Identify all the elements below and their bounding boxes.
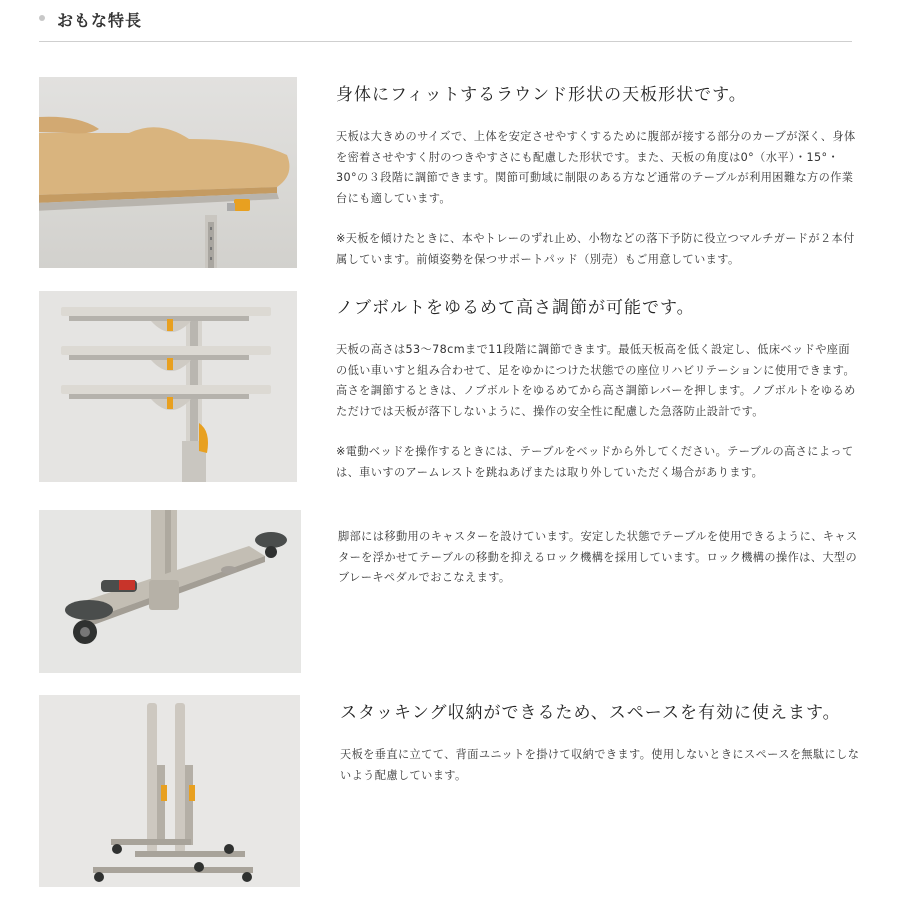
section-title: おもな特長	[57, 11, 143, 30]
section-header	[39, 6, 852, 42]
feature-2-text	[336, 293, 856, 484]
feature-3-body: 脚部には移動用のキャスターを設けています。安定した状態でテーブルを使用できるように、キャスターを浮かせてテーブルの移動を抑えるロック機構を採用しています。ロック機構の操作は、大型のブレーキペダルでおこなえます。	[338, 530, 858, 585]
feature-2-image	[39, 291, 297, 482]
feature-1-note: ※天板を傾けたときに、本やトレーのずれ止め、小物などの落下予防に役立つマルチガードが２本付属しています。前傾姿勢を保つサポートパッド（別売）もご用意しています。	[336, 232, 855, 266]
feature-1-body: 天板は大きめのサイズで、上体を安定させやすくするために腹部が接する部分のカーブが深く、身体を密着させやすく肘のつきやすさにも配慮した形状です。また、天板の角度は0°（水平）・15°・30°の３段階に調節できます。関節可動域に制限のある方など通常のテーブルが利用困難な方の作業台にも適しています。	[336, 130, 856, 205]
height-adjust-illustration	[39, 291, 297, 482]
feature-2-heading: ノブボルトをゆるめて高さ調節が可能です。	[336, 298, 695, 318]
feature-1-image	[39, 77, 297, 268]
feature-1-heading: 身体にフィットするラウンド形状の天板形状です。	[336, 85, 747, 105]
feature-4-text	[340, 698, 860, 786]
feature-3-text	[338, 527, 860, 589]
feature-4-heading: スタッキング収納ができるため、スペースを有効に使えます。	[340, 703, 841, 723]
stacking-storage-illustration	[39, 695, 300, 887]
feature-3-image	[39, 510, 301, 673]
feature-4-body: 天板を垂直に立てて、背面ユニットを掛けて収納できます。使用しないときにスペースを無駄にしないよう配慮しています。	[340, 748, 860, 782]
feature-4-image	[39, 695, 300, 887]
round-tabletop-illustration	[39, 77, 297, 268]
feature-2-body: 天板の高さは53〜78cmまで11段階に調節できます。最低天板高を低く設定し、低床ベッドや座面の低い車いすと組み合わせて、足をゆかにつけた状態での座位リハビリテーションに使用できます。高さを調節するときは、ノブボルトをゆるめてから高さ調節レバーを押します。ノブボルトをゆるめただけでは天板が落下しないように、操作の安全性に配慮した急落防止設計です。	[336, 343, 856, 418]
bullet-dot-icon	[39, 15, 45, 21]
feature-2-note: ※電動ベッドを操作するときには、テーブルをベッドから外してください。テーブルの高さによっては、車いすのアームレストを跳ねあげまたは取り外していただく場合があります。	[336, 445, 854, 479]
caster-base-illustration	[39, 510, 301, 673]
feature-1-text	[336, 80, 856, 271]
